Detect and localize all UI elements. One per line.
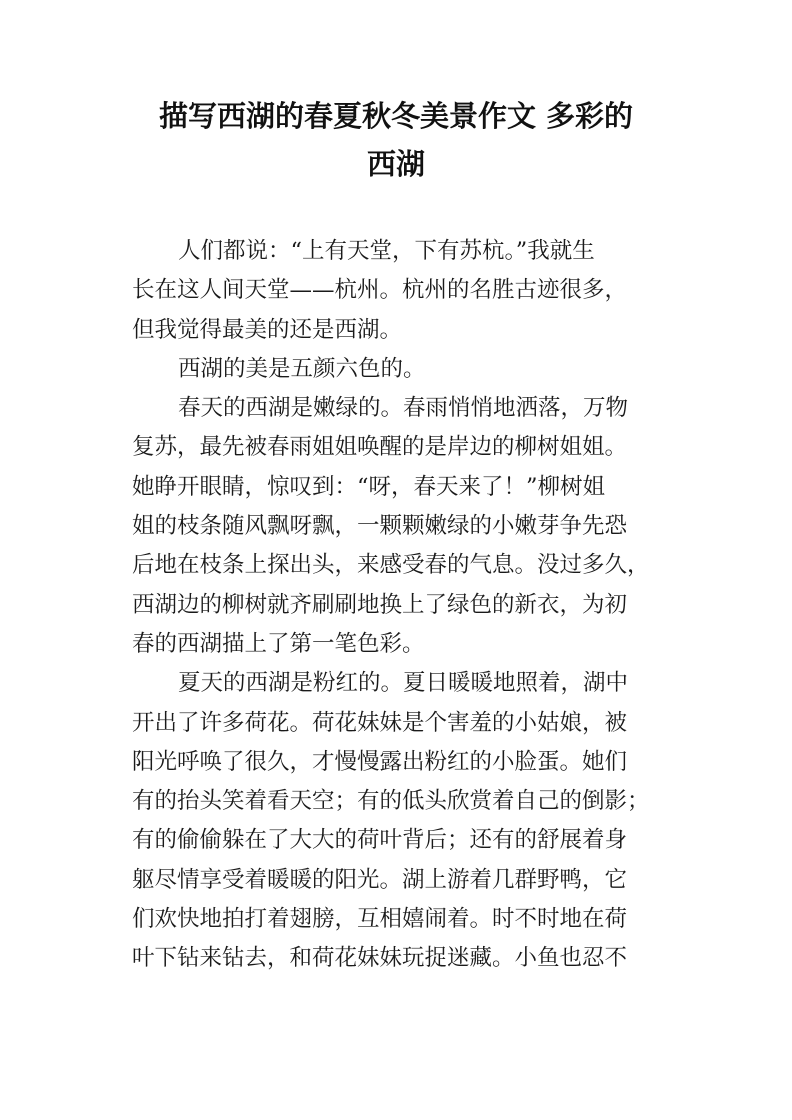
- title-line-2: 西湖: [366, 147, 425, 181]
- text-line: 西湖的美是五颜六色的。: [178, 355, 426, 382]
- text-line: 躯尽情享受着暖暖的阳光。湖上游着几群野鸭，它: [132, 866, 628, 893]
- text-line: 她睁开眼睛，惊叹到：“呀，春天来了！”柳树姐: [132, 473, 606, 500]
- body-text: [132, 232, 662, 979]
- text-line: 西湖边的柳树就齐刷刷地换上了绿色的新衣，为初: [132, 591, 628, 618]
- text-line: 有的抬头笑着看天空；有的低头欣赏着自己的倒影；: [132, 788, 650, 815]
- text-line: 但我觉得最美的还是西湖。: [132, 316, 403, 343]
- text-line: 春天的西湖是嫩绿的。春雨悄悄地洒落，万物: [178, 395, 629, 422]
- text-line: 阳光呼唤了很久，才慢慢露出粉红的小脸蛋。她们: [132, 748, 628, 775]
- text-line: 春的西湖描上了第一笔色彩。: [132, 630, 425, 657]
- text-line: 后地在枝条上探出头，来感受春的气息。没过多久，: [132, 552, 650, 579]
- page-title: [100, 92, 692, 188]
- text-line: 长在这人间天堂——杭州。杭州的名胜古迹很多，: [132, 277, 628, 304]
- text-line: 叶下钻来钻去，和荷花妹妹玩捉迷藏。小鱼也忍不: [132, 945, 628, 972]
- text-line: 们欢快地拍打着翅膀，互相嬉闹着。时不时地在荷: [132, 906, 628, 933]
- text-line: 复苏，最先被春雨姐姐唤醒的是岸边的柳树姐姐。: [132, 434, 628, 461]
- text-line: 夏天的西湖是粉红的。夏日暖暖地照着，湖中: [178, 670, 629, 697]
- text-line: 姐的枝条随风飘呀飘，一颗颗嫩绿的小嫩芽争先恐: [132, 513, 628, 540]
- text-line: 人们都说：“上有天堂，下有苏杭。”我就生: [178, 238, 595, 264]
- text-line: 有的偷偷躲在了大大的荷叶背后；还有的舒展着身: [132, 827, 628, 854]
- text-line: 开出了许多荷花。荷花妹妹是个害羞的小姑娘，被: [132, 709, 628, 736]
- title-line-1: 描写西湖的春夏秋冬美景作文 多彩的: [158, 99, 634, 133]
